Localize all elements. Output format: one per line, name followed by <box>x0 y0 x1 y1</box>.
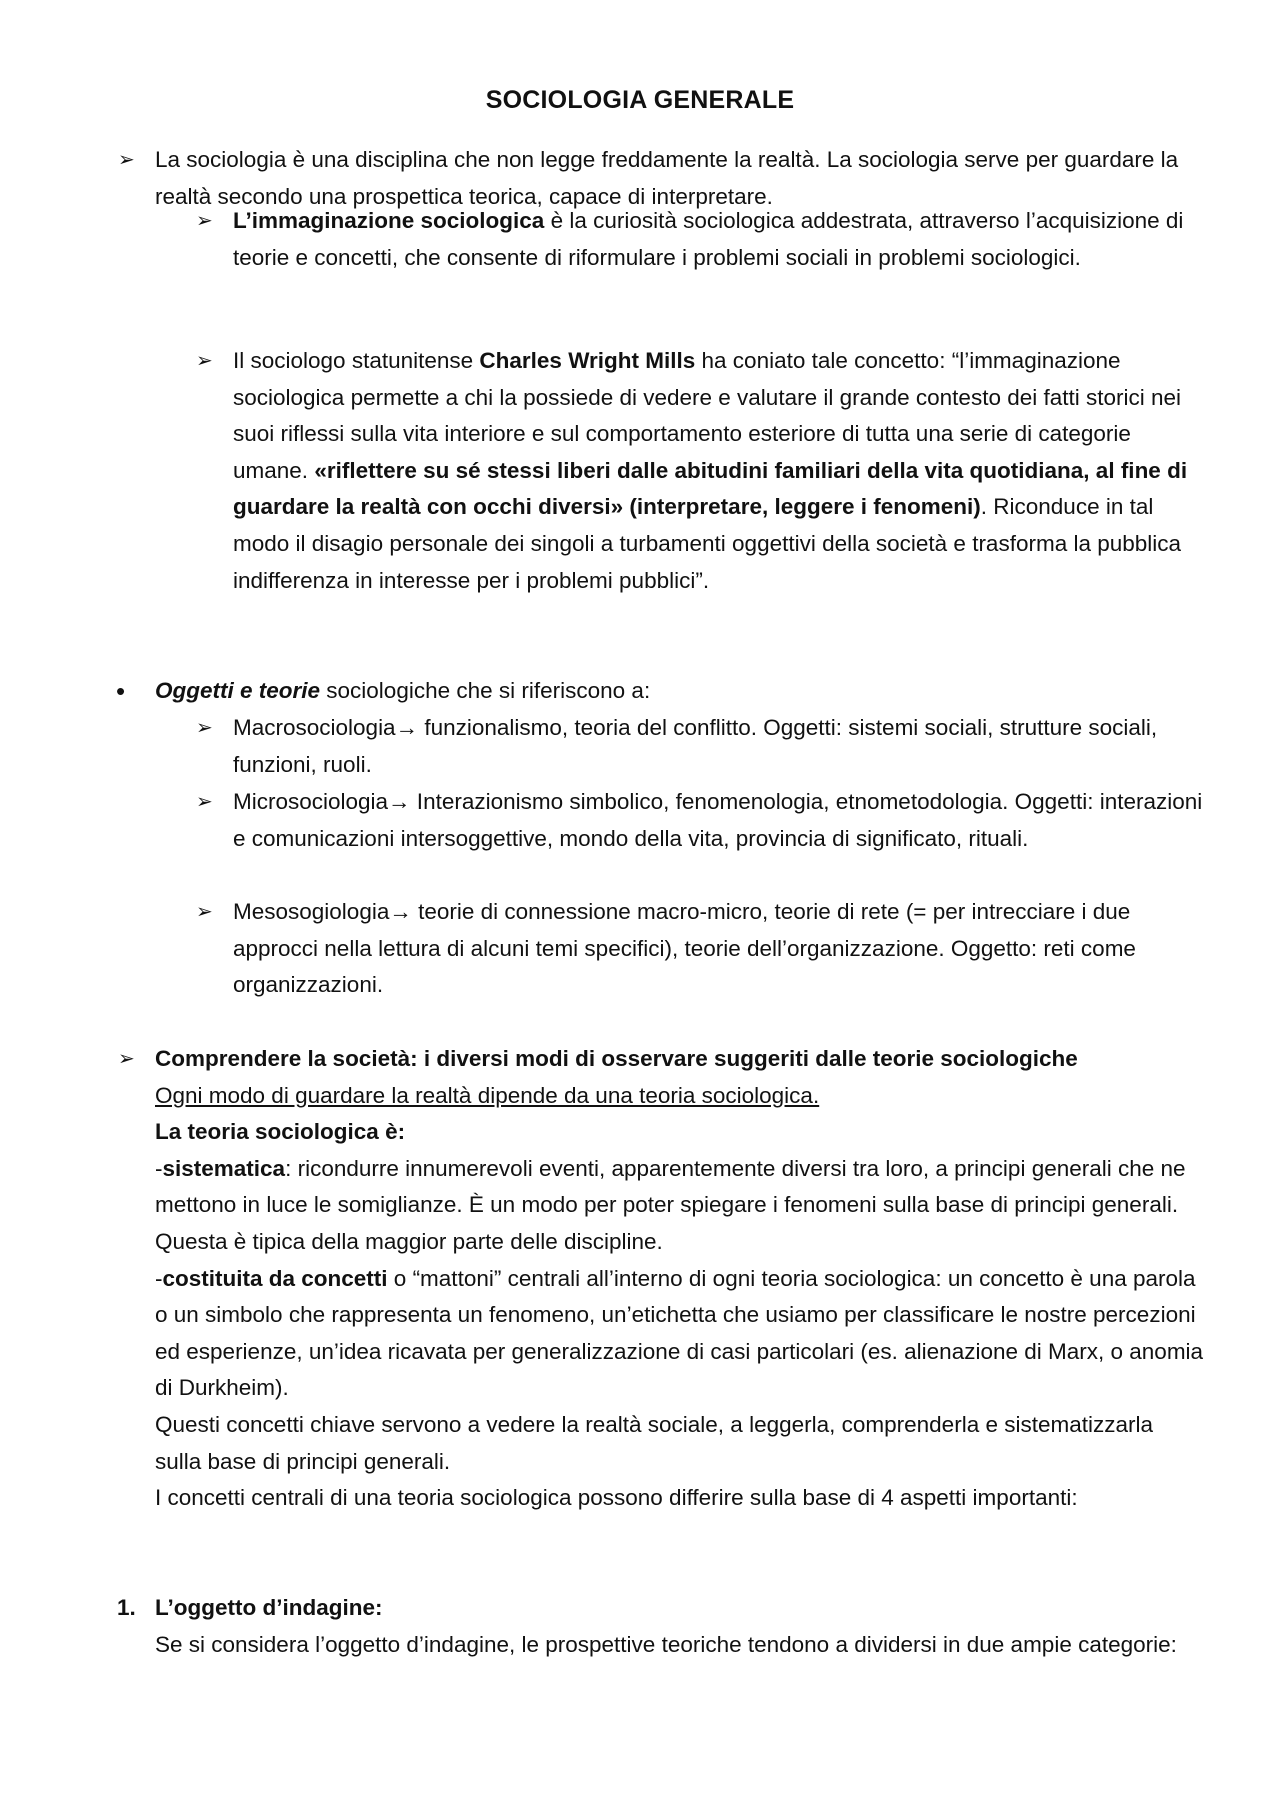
arrow-bullet-icon: ➢ <box>118 1048 135 1070</box>
mills-paragraph <box>233 343 1208 599</box>
numbered-heading: L’oggetto d’indagine: <box>155 1595 383 1620</box>
concepts-term: costituita da concetti <box>162 1265 388 1291</box>
systematic-text: : ricondurre innumerevoli eventi, apparentemente diversi tra loro, a principi generali che ne mettono in luce le somiglianze. È un modo per poter spiegare i fenomeni sulla base di principi generali. Questa è tipica della maggior parte delle discipline. <box>155 1155 1186 1254</box>
mills-name: Charles Wright Mills <box>479 348 696 373</box>
document-title: SOCIOLOGIA GENERALE <box>485 86 795 114</box>
imagination-paragraph <box>233 203 1208 276</box>
dash: - <box>155 1265 163 1291</box>
aspects-paragraph: I concetti centrali di una teoria sociologica possono differire sulla base di 4 aspetti importanti: <box>155 1485 1078 1511</box>
imagination-term: L’immaginazione sociologica <box>233 208 545 233</box>
understanding-underlined-sentence: Ogni modo di guardare la realtà dipende da una teoria sociologica. <box>155 1082 820 1108</box>
numbered-text: Se si considera l’oggetto d’indagine, le prospettive teoriche tendono a dividersi in due ampie categorie: <box>155 1631 1177 1657</box>
understanding-heading: Comprendere la società: i diversi modi di osservare suggeriti dalle teorie sociologiche <box>155 1046 1078 1071</box>
list-item-macrosociology: Macrosociologia→ funzionalismo, teoria del conflitto. Oggetti: sistemi sociali, strutture sociali, funzioni, ruoli. <box>233 715 1158 777</box>
arrow-bullet-icon: ➢ <box>196 717 213 739</box>
objects-text: sociologiche che si riferiscono a: <box>320 678 651 703</box>
key-concepts-paragraph: Questi concetti chiave servono a vedere la realtà sociale, a leggerla, comprenderla e sistematizzarla sulla base di principi generali. <box>155 1411 1154 1474</box>
arrow-bullet-icon: ➢ <box>196 210 213 232</box>
list-number: 1. <box>117 1595 136 1620</box>
mills-text-3: . Riconduce in tal modo il disagio personale dei singoli a turbamenti oggettivi della società e trasforma la pubblica indifferenza in interesse per i problemi pubblici”. <box>233 494 1182 593</box>
dash: - <box>155 1155 163 1181</box>
imagination-definition: è la curiosità sociologica addestrata, attraverso l’acquisizione di teorie e concetti, che consente di riformulare i problemi sociali in problemi sociologici. <box>233 208 1184 270</box>
list-item-microsociology: Microsociologia→ Interazionismo simbolico, fenomenologia, etnometodologia. Oggetti: interazioni e comunicazioni intersoggettive, mondo della vita, provincia di significato, rituali. <box>233 789 1203 851</box>
concepts-text: o “mattoni” centrali all’interno di ogni teoria sociologica: un concetto è una parola o un simbolo che rappresenta un fenomeno, un’etichetta che usiamo per classificare le nostre percezioni ed esperienze, un’idea ricavata per generalizzazione di casi particolari (es. alienazione di Marx, o anomia di Durkheim). <box>155 1265 1204 1401</box>
objects-paragraph <box>155 673 1205 710</box>
arrow-bullet-icon: ➢ <box>196 350 213 372</box>
understanding-section <box>155 1041 1205 1517</box>
objects-term: Oggetti e teorie <box>155 678 321 703</box>
dot-bullet-icon: • <box>116 676 126 706</box>
theory-heading: La teoria sociologica è: <box>155 1119 406 1145</box>
intro-text: La sociologia è una disciplina che non legge freddamente la realtà. La sociologia serve per guardare la realtà secondo una prospettica teorica, capace di interpretare. <box>155 147 1179 209</box>
concepts-paragraph <box>155 1261 1205 1407</box>
list-item-mesosociology: Mesosogiologia→ teorie di connessione macro-micro, teorie di rete (= per intrecciare i due approcci nella lettura di alcuni temi specifici), teorie dell’organizzazione. Oggetto: reti come organizzazioni. <box>233 899 1136 998</box>
mills-quote: «riflettere su sé stessi liberi dalle abitudini familiari della vita quotidiana, al fine di guardare la realtà con occhi diversi» (interpretare, leggere i fenomeni) <box>233 457 1188 520</box>
mills-text-1: Il sociologo statunitense <box>233 348 480 373</box>
mills-text-2: ha coniato tale concetto: “l’immaginazione sociologica permette a chi la possiede di vedere e valutare il grande contesto dei fatti storici nei suoi riflessi sulla vita interiore e sul comportamento esteriore di tutta una serie di categorie umane. <box>233 348 1182 483</box>
numbered-section <box>155 1590 1205 1663</box>
systematic-paragraph <box>155 1151 1205 1261</box>
arrow-bullet-icon: ➢ <box>196 901 213 923</box>
arrow-bullet-icon: ➢ <box>196 791 213 813</box>
arrow-bullet-icon: ➢ <box>118 149 135 171</box>
systematic-term: sistematica <box>162 1155 286 1181</box>
